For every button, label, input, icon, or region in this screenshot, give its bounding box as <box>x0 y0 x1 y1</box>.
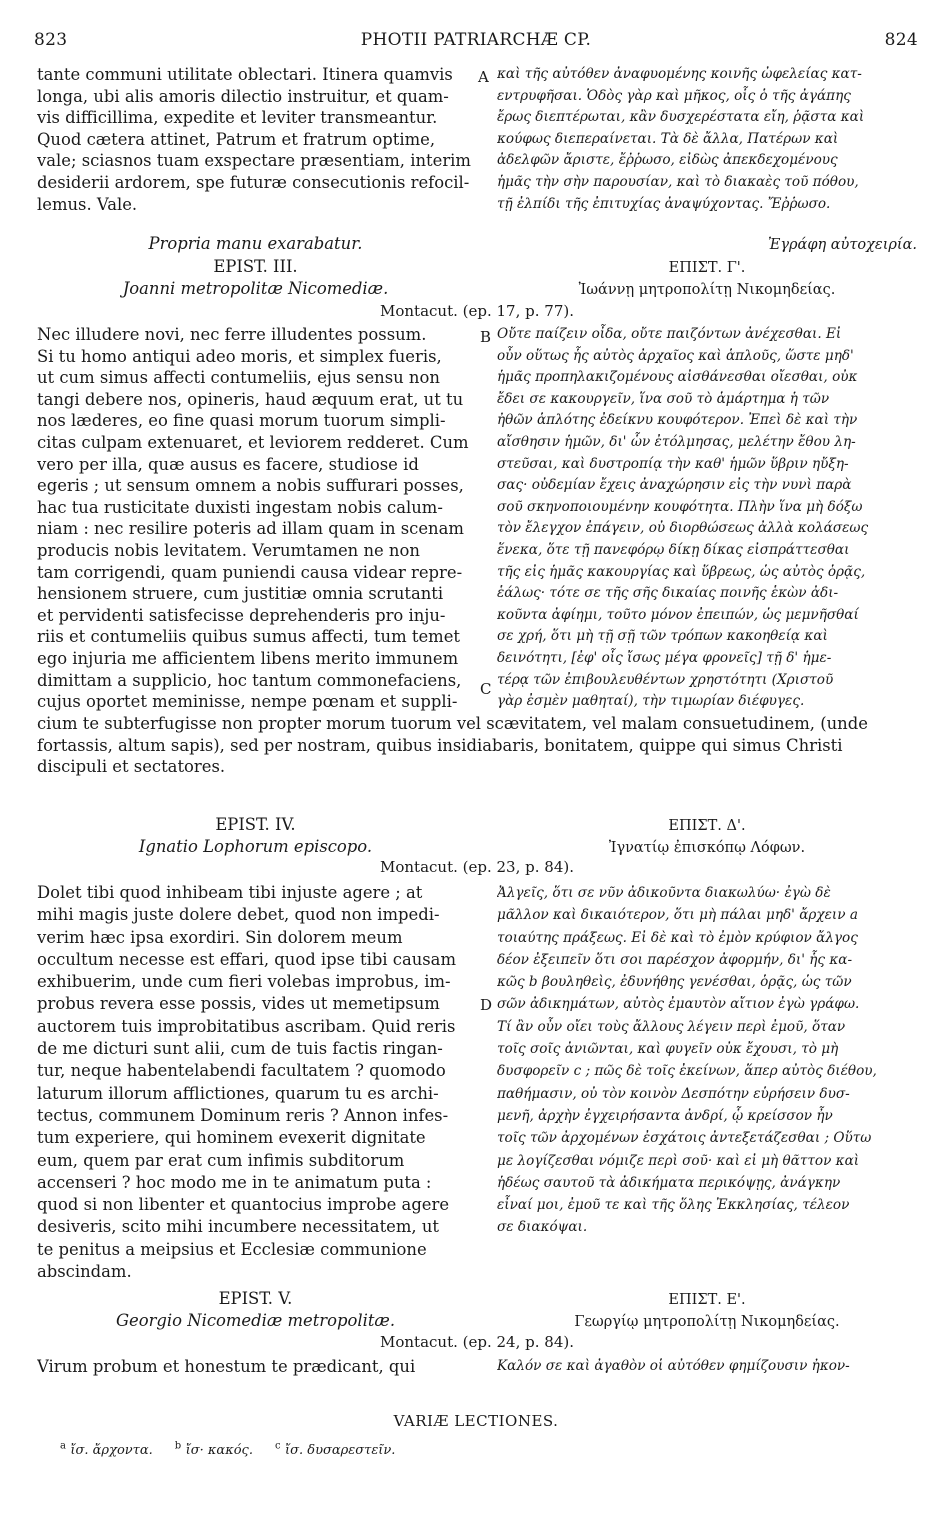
epist4-title-latin: EPIST. IV. <box>215 815 296 834</box>
greek-line: τέρᾳ τῶν ἐπιβουλευθέντων χρηστότητι (Χριστοῦ <box>497 671 834 688</box>
epist3-addressee-greek: Ἰωάννῃ μητροπολίτῃ Νικομηδείας. <box>578 282 836 298</box>
variant-text: ἴσ· κακός. <box>185 1442 253 1458</box>
latin-line: Si tu homo antiqui adeo moris, et simplex fueris, <box>37 346 442 366</box>
variae-lectiones-title: VARIÆ LECTIONES. <box>393 1412 559 1430</box>
greek-line: Ἀλγεῖς, ὅτι σε νῦν ἀδικοῦντα διακωλύω· ἐγὼ δὲ <box>497 885 831 901</box>
margin-marker-b: B <box>480 328 492 346</box>
latin-line: auctorem tuis improbitatibus ascribam. Quid reris <box>37 1016 456 1036</box>
epist3-title-greek: ΕΠΙΣΤ. Γ'. <box>668 260 746 276</box>
latin-line: tum experiere, qui hominem evexerit dignitate <box>37 1128 426 1148</box>
greek-line: Καλόν σε καὶ ἀγαθὸν οἱ αὐτόθεν φημίζουσιν ἠκον- <box>497 1358 850 1374</box>
latin-line: desiveris, scito mihi incumbere necessitatem, ut <box>37 1217 439 1237</box>
latin-column-epist4 <box>37 882 474 1283</box>
greek-line: ἑάλως· τότε σε τῆς σῆς δικαίας ποινῆς ἑκὼν ἀδι- <box>497 585 839 602</box>
latin-line: mihi magis juste dolere debet, quod non impedi- <box>37 905 440 925</box>
greek-line: ἡμᾶς τὴν σὴν παρουσίαν, καὶ τὸ διακαὲς τοῦ πόθου, <box>497 173 859 190</box>
latin-line: dimittam a supplicio, hoc tantum commonefaciens, <box>37 670 462 690</box>
greek-line: εντρυφῆσαι. Ὁδὸς γὰρ καὶ μῆκος, οἷς ὁ τῆς ἀγάπης <box>497 87 851 104</box>
greek-line: σε διακόψαι. <box>497 1219 588 1236</box>
epist4-title-greek: ΕΠΙΣΤ. Δ'. <box>668 818 746 834</box>
greek-column-epist4 <box>497 882 917 1239</box>
greek-line: τοιαύτης πράξεως. Εἰ δὲ καὶ τὸ ἐμὸν κρύφιον ἄλγος <box>497 929 858 946</box>
latin-line: verim hæc ipsa exordiri. Sin dolorem meum <box>37 927 403 947</box>
latin-line: tur, neque habentelabendi facultatem ? quomodo <box>37 1061 446 1081</box>
latin-line: abscindam. <box>37 1262 132 1282</box>
greek-line: ἡδέως σαυτοῦ τὰ ἀδικήματα περικόψῃς, ἀνάγκην <box>497 1174 841 1191</box>
latin-line: producis nobis levitatem. Verumtamen ne non <box>37 540 420 560</box>
variant-reading <box>60 1442 153 1458</box>
latin-line: lemus. Vale. <box>37 194 138 214</box>
greek-line: κοῦντα ἀφίημι, τοῦτο μόνον ἐπειπών, ὡς μεμνῆσθαί <box>497 606 859 623</box>
latin-line: cujus oportet meminisse, nempe pœnam et suppli- <box>37 692 458 712</box>
greek-line: παθήμασιν, οὐ τὸν κοινὸν Δεσπότην εὑρήσειν δυσ- <box>497 1085 850 1102</box>
greek-line: σε χρή, ὅτι μὴ τῇ σῇ τῶν τρόπων κακοηθείᾳ καὶ <box>497 628 828 645</box>
greek-line: με λογίζεσθαι νόμιζε περὶ σοῦ· καὶ εἰ μὴ θᾶττον καὶ <box>497 1152 860 1169</box>
page-number-right: 824 <box>884 30 918 50</box>
latin-line: desiderii ardorem, spe futuræ consecutionis refocil- <box>37 172 470 192</box>
latin-line: ego injuria me afficientem libens merito immunem <box>37 648 459 668</box>
greek-line: καὶ τῆς αὐτόθεν ἀναφυομένης κοινῆς ὠφελείας κατ- <box>497 66 862 82</box>
greek-line: ἔρως διεπτέρωται, κἂν δυσχερέστατα εἴη, ῥᾷστα καὶ <box>497 109 865 126</box>
epist4-addressee-latin: Ignatio Lophorum episcopo. <box>138 837 373 856</box>
latin-column-block1 <box>37 64 474 215</box>
latin-line: vale; sciasnos tuam exspectare præsentiam, interim <box>37 151 471 171</box>
subscript-greek: Ἐγράφη αὐτοχειρία. <box>767 237 917 253</box>
latin-line: hensionem struere, cum justitiæ omnia scrutanti <box>37 584 444 604</box>
greek-line: ἀδελφῶν ἄριστε, ἔῤῥωσο, εἰδὼς ἀπεκδεχομένους <box>497 152 838 169</box>
greek-line: ἔδει σε κακουργεῖν, ἵνα σοῦ τὸ ἁμάρτημα ἡ τῶν <box>497 390 830 407</box>
greek-line: ἕνεκα, ὅτε τῇ πανεφόρῳ δίκῃ δίκας εἰσπράττεσθαι <box>497 541 850 558</box>
latin-line: fortassis, altum sapis), sed per nostram, quibus insidiabaris, bonitatem, quippe qui simus Christi <box>37 735 843 755</box>
epist5-addressee-latin: Georgio Nicomediæ metropolitæ. <box>115 1311 396 1330</box>
epist3-addressee-latin: Joanni metropolitæ Nicomediæ. <box>122 279 389 298</box>
epist5-source: Montacut. (ep. 24, p. 84). <box>380 1333 574 1351</box>
variant-text: ἴσ. ἄρχοντα. <box>70 1442 153 1458</box>
variant-reading <box>175 1442 253 1458</box>
variant-marker: b <box>174 1440 182 1451</box>
greek-line: Τί ἂν οὖν οἴει τοὺς ἄλλους λέγειν περὶ ἐμοῦ, ὅταν <box>497 1018 846 1035</box>
variant-reading <box>275 1442 395 1458</box>
greek-line: δεινότητι, [ἐφ' οἷς ἴσως μέγα φρονεῖς] τῇ δ' ἡμε- <box>497 649 832 666</box>
latin-line: Quod cætera attinet, Patrum et fratrum optime, <box>37 129 436 149</box>
latin-line: te penitus a meipsius et Ecclesiæ communione <box>37 1239 427 1259</box>
page-header <box>34 30 918 56</box>
greek-line: μᾶλλον καὶ δικαιότερον, ὅτι μὴ πάλαι μηδ' ἄρχειν a <box>497 907 858 924</box>
greek-line: τοῖς τῶν ἀρχομένων ἐσχάτοις ἀντεξετάζεσθαι ; Οὕτω <box>497 1130 872 1147</box>
greek-line: εἶναί μοι, ἐμοῦ τε καὶ τῆς ὅλης Ἐκκλησίας, τέλεον <box>497 1197 850 1214</box>
latin-line: tam corrigendi, quam puniendi causa videar repre- <box>37 562 463 582</box>
latin-line: tangi debere nos, opineris, haud æquum erat, ut tu <box>37 389 464 409</box>
epist3-full-width-text <box>37 713 917 778</box>
latin-line: niam : nec resilire poteris ad illam quam in scenam <box>37 519 464 539</box>
greek-line: δέον ἐξειπεῖν ὅτι σοι παρέσχον ἀφορμήν, δι' ἧς κα- <box>497 951 853 968</box>
epist5-addressee-greek: Γεωργίῳ μητροπολίτῃ Νικομηδείας. <box>574 1314 840 1330</box>
latin-line: discipuli et sectatores. <box>37 757 226 777</box>
latin-column-epist3 <box>37 324 474 713</box>
variant-text: ἴσ. δυσαρεστεῖν. <box>285 1442 396 1458</box>
epist5-greek-line <box>497 1356 917 1378</box>
latin-line: quod si non libenter et quantocius improbe agere <box>37 1195 450 1215</box>
variant-marker: c <box>274 1440 281 1451</box>
greek-line: σοῦ σκηνοποιουμένην κουφότητα. Πλὴν ἵνα μὴ δόξω <box>497 498 863 515</box>
greek-line: σῶν ἀδικημάτων, αὐτὸς ἐμαυτὸν αἴτιον ἐγὼ γράφω. <box>497 996 860 1013</box>
epist5-title-latin: EPIST. V. <box>218 1289 293 1308</box>
latin-line: nos læderes, eo fine quasi morum tuorum simpli- <box>37 411 446 431</box>
greek-line: κῶς b βουληθεὶς, ἐδυνήθης γενέσθαι, ὁρᾷς, ὡς τῶν <box>497 974 852 991</box>
greek-line: τοῖς σοῖς ἀνιῶνται, καὶ φυγεῖν οὐκ ἔχουσι, τὸ μὴ <box>497 1041 839 1058</box>
latin-line: laturum illorum afflictiones, quarum tu es archi- <box>37 1083 439 1103</box>
latin-line: probus revera esse possis, vides ut memetipsum <box>37 994 440 1014</box>
latin-line: occultum necesse est effari, quod ipse tibi causam <box>37 949 456 969</box>
latin-line: tectus, communem Dominum reris ? Annon infes- <box>37 1105 449 1125</box>
greek-line: μενῆ, ἀρχὴν ἐγχειρήσαντα ἀνδρί, ᾧ κρείσσον ἦν <box>497 1107 833 1124</box>
latin-line: accenseri ? hoc modo me in te animatum puta : <box>37 1172 432 1192</box>
margin-marker-c: C <box>480 680 492 698</box>
greek-line: τῆς εἰς ἡμᾶς κακουργίας καὶ ὕβρεως, ὡς αὐτὸς ὁρᾷς, <box>497 563 866 580</box>
running-title: PHOTII PATRIARCHÆ CP. <box>360 30 592 50</box>
latin-line: tante communi utilitate oblectari. Itinera quamvis <box>37 65 453 84</box>
greek-line: σας· οὐδεμίαν ἔχεις ἀναχώρησιν εἰς τὴν νυνὶ παρὰ <box>497 477 852 494</box>
latin-line: cium te subterfugisse non propter morum tuorum vel scævitatem, vel malam consuetudinem, (unde <box>37 714 868 733</box>
greek-line: τῇ ἐλπίδι τῆς ἐπιτυχίας ἀναψύχοντας. Ἔῤῥωσο. <box>497 195 831 212</box>
latin-line: hac tua rusticitate duxisti ingestam nobis calum- <box>37 497 443 517</box>
greek-line: κούφως διεπεραίνεται. Τὰ δὲ ἄλλα, Πατέρων καὶ <box>497 130 839 147</box>
latin-line: riis et contumeliis quibus sumus affecti, tum temet <box>37 627 460 647</box>
margin-marker-d: D <box>480 996 493 1014</box>
greek-line: αἴσθησιν ἡμῶν, δι' ὧν ἐτόλμησας, μελέτην ἔθου λη- <box>497 433 856 450</box>
margin-marker-a: A <box>478 68 489 86</box>
latin-line: longa, ubi alis amoris dilectio instruitur, et quam- <box>37 86 449 106</box>
latin-line: citas culpam extenuaret, et leviorem redderet. Cum <box>37 432 469 452</box>
page-number-left: 823 <box>34 30 68 50</box>
epist4-source: Montacut. (ep. 23, p. 84). <box>380 858 574 876</box>
greek-line: γὰρ ἐσμὲν μαθηταί), τὴν τιμωρίαν διέφυγες. <box>497 693 805 710</box>
latin-line: de me dicturi sunt alii, cum de tuis factis ringan- <box>37 1039 443 1059</box>
latin-line: vis difficillima, expedite et leviter transmeantur. <box>37 108 438 128</box>
epist5-latin-line <box>37 1356 474 1378</box>
greek-line: οὖν οὕτως ἧς αὐτὸς ἀρχαῖος καὶ ἁπλοῦς, ὥστε μηδ' <box>497 347 854 364</box>
greek-column-epist3 <box>497 324 917 713</box>
latin-line: Dolet tibi quod inhibeam tibi injuste agere ; at <box>37 883 423 902</box>
variant-marker: a <box>60 1440 66 1451</box>
epist3-source: Montacut. (ep. 17, p. 77). <box>380 302 574 320</box>
latin-line: eum, quem par erat cum infimis subditorum <box>37 1150 405 1170</box>
epist3-title-latin: EPIST. III. <box>213 257 298 276</box>
latin-line: vero per illa, quæ ausus es facere, studiose id <box>37 454 419 474</box>
greek-line: Οὔτε παίζειν οἶδα, οὔτε παιζόντων ἀνέχεσθαι. Εἰ <box>497 326 842 342</box>
greek-column-block1 <box>497 64 917 215</box>
latin-line: Nec illudere novi, nec ferre illudentes possum. <box>37 325 427 344</box>
latin-line: egeris ; ut sensum omnem a nobis suffurari posses, <box>37 476 464 496</box>
greek-line: ἡμᾶς προπηλακιζομένους αἰσθάνεσθαι οἴεσθαι, οὐκ <box>497 369 858 386</box>
epist4-addressee-greek: Ἰγνατίῳ ἐπισκόπῳ Λόφων. <box>608 840 806 856</box>
greek-line: ἠθῶν ἁπλότης ἐδείκνυ κουφότερον. Ἐπεὶ δὲ καὶ τὴν <box>497 412 858 429</box>
greek-line: τὸν ἔλεγχον ἐπάγειν, οὐ διορθώσεως ἀλλὰ κολάσεως <box>497 520 869 537</box>
greek-line: στεῦσαι, καὶ δυστροπίᾳ τὴν καθ' ἡμῶν ὕβριν ηὔξη- <box>497 455 849 472</box>
latin-line: ut cum simus affecti contumeliis, ejus sensu non <box>37 368 440 388</box>
latin-line: et pervidenti satisfecisse deprehenderis pro inju- <box>37 605 446 625</box>
epist5-title-greek: ΕΠΙΣΤ. Ε'. <box>668 1292 746 1308</box>
latin-line: Virum probum et honestum te prædicant, qui <box>37 1357 416 1376</box>
variae-lectiones-list <box>60 1440 417 1458</box>
subscript-latin: Propria manu exarabatur. <box>148 234 363 253</box>
latin-line: exhibuerim, unde cum fieri volebas improbus, im- <box>37 972 451 992</box>
greek-line: δυσφορεῖν c ; πῶς δὲ τοῖς ἐκείνων, ἅπερ αὐτὸς διέθου, <box>497 1063 877 1080</box>
